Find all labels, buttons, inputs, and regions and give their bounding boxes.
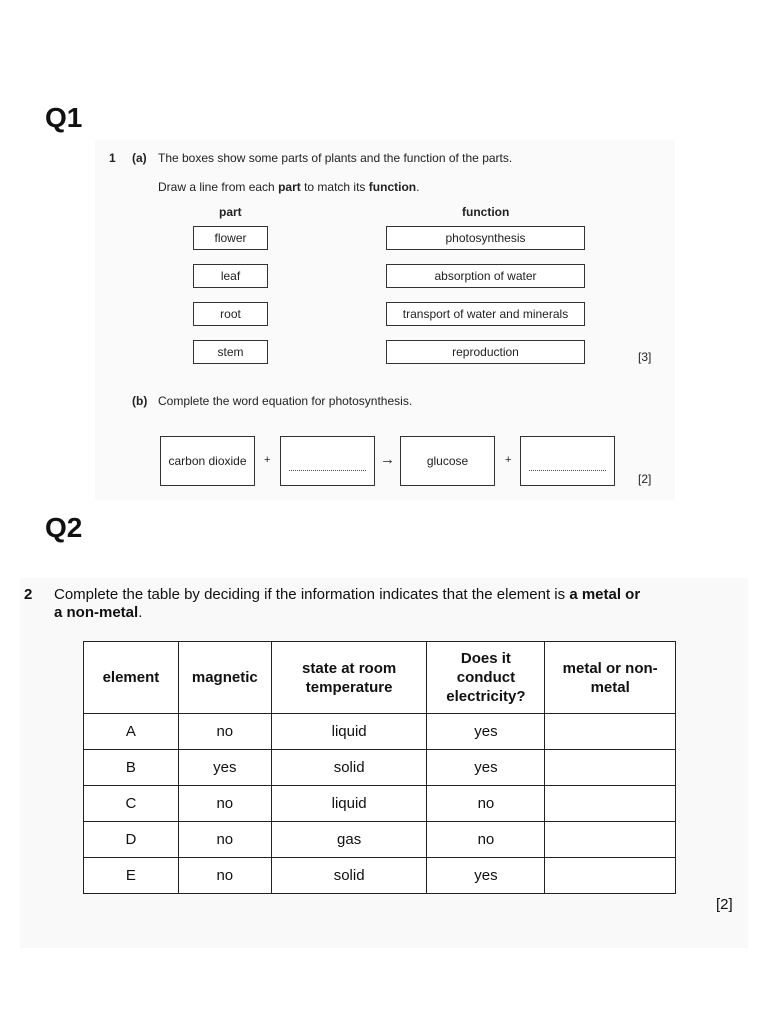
instruction-bold-function: function: [368, 180, 417, 194]
cell-state: gas: [271, 822, 427, 858]
answer-line-2: [529, 470, 606, 471]
cell-state: solid: [271, 750, 427, 786]
cell-element: E: [84, 858, 179, 894]
cell-conduct: no: [427, 822, 545, 858]
header-magnetic: magnetic: [178, 642, 271, 714]
table-header-row: [84, 642, 676, 714]
cell-answer[interactable]: [545, 822, 676, 858]
q2-text-end: .: [138, 604, 143, 621]
q1-part-b-label: (b): [132, 394, 148, 408]
cell-answer[interactable]: [545, 714, 676, 750]
q2-text-bold-2: a non-metal: [54, 604, 139, 621]
q1-instruction: [158, 180, 419, 194]
cell-conduct: no: [427, 786, 545, 822]
cell-state: liquid: [271, 786, 427, 822]
q1b-marks: [2]: [638, 472, 652, 486]
q1-heading: Q1: [45, 102, 83, 133]
table-row: [84, 858, 676, 894]
equation-glucose: glucose: [400, 436, 495, 486]
part-box-leaf[interactable]: leaf: [193, 264, 268, 288]
cell-element: C: [84, 786, 179, 822]
elements-table: [83, 641, 676, 894]
header-element: element: [84, 642, 179, 714]
function-box-photosynthesis[interactable]: photosynthesis: [386, 226, 585, 250]
cell-conduct: yes: [427, 714, 545, 750]
equation-blank-1[interactable]: [280, 436, 375, 486]
cell-answer[interactable]: [545, 858, 676, 894]
function-column-heading: function: [462, 205, 510, 219]
function-box-transport[interactable]: transport of water and minerals: [386, 302, 585, 326]
q2-text-start: Complete the table by deciding if the information indicates that the element is: [54, 586, 566, 603]
cell-element: A: [84, 714, 179, 750]
table-row: [84, 822, 676, 858]
instruction-text-end: .: [416, 180, 420, 194]
q1-part-b-text: Complete the word equation for photosynthesis.: [158, 394, 413, 408]
function-box-reproduction[interactable]: reproduction: [386, 340, 585, 364]
equation-plus-1: +: [264, 454, 271, 466]
q1-part-a-label: (a): [132, 151, 147, 165]
cell-element: D: [84, 822, 179, 858]
cell-element: B: [84, 750, 179, 786]
equation-plus-2: +: [505, 454, 512, 466]
q2-question-text: [54, 586, 694, 622]
q1-part-a-intro: The boxes show some parts of plants and the function of the parts.: [158, 151, 513, 165]
cell-conduct: yes: [427, 750, 545, 786]
header-state: state at room temperature: [271, 642, 427, 714]
equation-blank-2[interactable]: [520, 436, 615, 486]
cell-magnetic: no: [178, 714, 271, 750]
q2-number: 2: [24, 586, 33, 603]
cell-conduct: yes: [427, 858, 545, 894]
equation-arrow: →: [380, 451, 395, 468]
part-box-flower[interactable]: flower: [193, 226, 268, 250]
q1-number: 1: [109, 151, 116, 165]
cell-magnetic: no: [178, 822, 271, 858]
part-box-root[interactable]: root: [193, 302, 268, 326]
cell-answer[interactable]: [545, 786, 676, 822]
part-box-stem[interactable]: stem: [193, 340, 268, 364]
cell-answer[interactable]: [545, 750, 676, 786]
instruction-text-2: to match its: [304, 180, 366, 194]
table-row: [84, 714, 676, 750]
table-row: [84, 750, 676, 786]
equation-carbon-dioxide: carbon dioxide: [160, 436, 255, 486]
cell-state: liquid: [271, 714, 427, 750]
header-conduct: Does it conduct electricity?: [427, 642, 545, 714]
q2-marks: [2]: [716, 896, 733, 913]
function-box-absorption[interactable]: absorption of water: [386, 264, 585, 288]
q2-heading: Q2: [45, 512, 83, 543]
q2-text-bold-1: a metal or: [569, 586, 641, 603]
table-row: [84, 786, 676, 822]
header-metal: metal or non-metal: [545, 642, 676, 714]
instruction-text-1: Draw a line from each: [158, 180, 275, 194]
q1a-marks: [3]: [638, 350, 652, 364]
cell-magnetic: yes: [178, 750, 271, 786]
instruction-bold-part: part: [278, 180, 301, 194]
cell-magnetic: no: [178, 858, 271, 894]
answer-line-1: [289, 470, 366, 471]
cell-state: solid: [271, 858, 427, 894]
cell-magnetic: no: [178, 786, 271, 822]
part-column-heading: part: [219, 205, 242, 219]
